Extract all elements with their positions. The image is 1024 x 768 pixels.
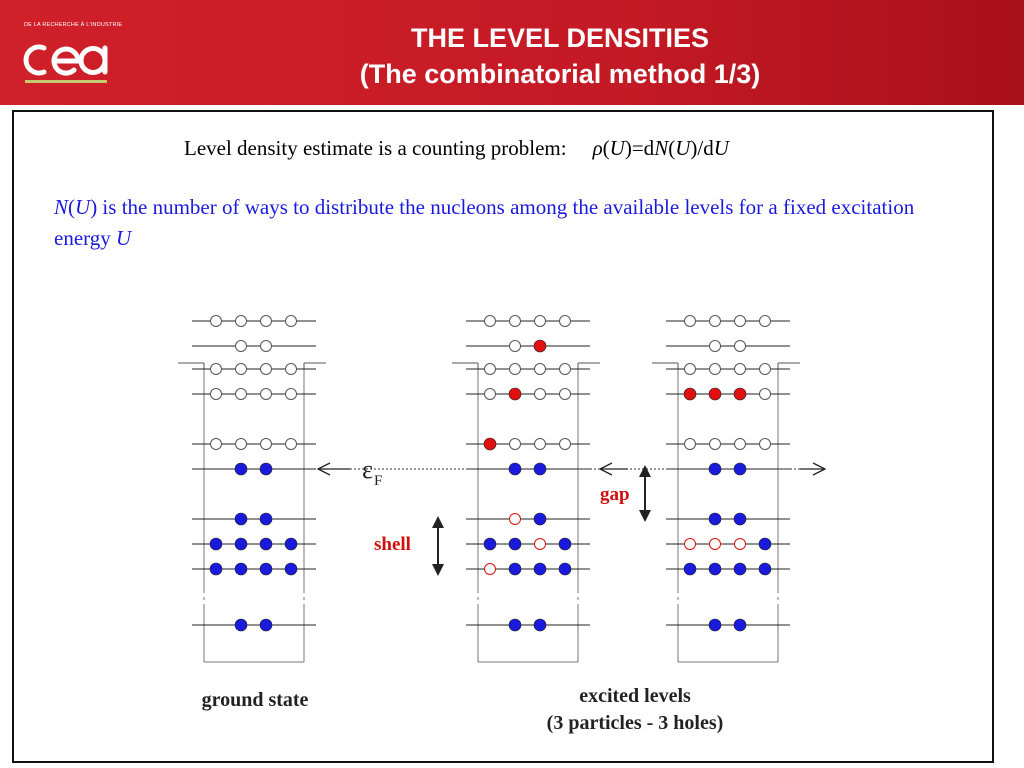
definition-text: ) is the number of ways to distribute the nucleons among the available levels for a fixed excitation energy (54, 195, 915, 250)
fermi-subscript: F (374, 473, 383, 489)
nucleon (534, 563, 546, 575)
empty-state (760, 364, 771, 375)
empty-state (735, 341, 746, 352)
nucleon (235, 619, 247, 631)
energy-symbol: U (713, 136, 729, 160)
caption-ground-state: ground state (201, 689, 309, 711)
energy-symbol: U (116, 226, 132, 250)
empty-state (236, 439, 247, 450)
empty-state (535, 316, 546, 327)
excited-particle (484, 438, 496, 450)
empty-state (211, 389, 222, 400)
empty-state (211, 364, 222, 375)
nucleon (285, 563, 297, 575)
empty-state (236, 389, 247, 400)
empty-state (510, 439, 521, 450)
nucleon (260, 463, 272, 475)
empty-state (560, 389, 571, 400)
empty-state (211, 439, 222, 450)
nucleon (235, 463, 247, 475)
shell-arrow-icon (432, 516, 444, 528)
paren: ( (602, 136, 610, 160)
nucleon (534, 513, 546, 525)
empty-state (535, 389, 546, 400)
nucleon (534, 619, 546, 631)
energy-symbol: U (675, 136, 691, 160)
n-symbol: N (54, 195, 69, 219)
nucleon (734, 619, 746, 631)
logo-tagline: DE LA RECHERCHE À L'INDUSTRIE (24, 22, 123, 28)
slide-subtitle: (The combinatorial method 1/3) (359, 59, 761, 89)
empty-state (535, 439, 546, 450)
caption-particle-hole: (3 particles - 3 holes) (546, 712, 724, 734)
hole (485, 564, 496, 575)
nucleon (260, 619, 272, 631)
nucleon (484, 538, 496, 550)
empty-state (685, 364, 696, 375)
empty-state (261, 439, 272, 450)
nucleon (709, 463, 721, 475)
shell-arrow-icon (432, 564, 444, 576)
empty-state (485, 389, 496, 400)
excited-particle (684, 388, 696, 400)
empty-state (735, 439, 746, 450)
empty-state (485, 364, 496, 375)
hole (685, 539, 696, 550)
definition-paragraph: N(U) is the number of ways to distribute the nucleons among the available levels for a fixed excitation energy U (54, 195, 915, 250)
empty-state (535, 364, 546, 375)
empty-state (236, 364, 247, 375)
energy-symbol: U (75, 195, 91, 219)
empty-state (211, 316, 222, 327)
empty-state (236, 341, 247, 352)
hole (735, 539, 746, 550)
nucleon (509, 619, 521, 631)
empty-state (735, 316, 746, 327)
nucleon (210, 563, 222, 575)
hole (510, 514, 521, 525)
empty-state (760, 389, 771, 400)
nucleon (559, 538, 571, 550)
nucleon (235, 538, 247, 550)
nucleon (260, 563, 272, 575)
nucleon (709, 563, 721, 575)
energy-symbol: U (609, 136, 625, 160)
empty-state (286, 316, 297, 327)
nucleon (534, 463, 546, 475)
empty-state (760, 316, 771, 327)
nucleon (210, 538, 222, 550)
hole (710, 539, 721, 550)
empty-state (510, 341, 521, 352)
nucleon (260, 538, 272, 550)
nucleon (260, 513, 272, 525)
empty-state (261, 316, 272, 327)
nucleon (734, 463, 746, 475)
nucleon (509, 538, 521, 550)
nucleon (684, 563, 696, 575)
nucleon (559, 563, 571, 575)
caption-excited-levels: excited levels (579, 685, 691, 707)
empty-state (510, 316, 521, 327)
empty-state (261, 389, 272, 400)
paren: ( (668, 136, 676, 160)
nucleon (285, 538, 297, 550)
empty-state (560, 439, 571, 450)
statement-text: Level density estimate is a counting problem: (184, 136, 567, 160)
empty-state (760, 439, 771, 450)
nucleon (734, 513, 746, 525)
empty-state (685, 439, 696, 450)
hole (535, 539, 546, 550)
nucleon (759, 538, 771, 550)
nucleon (709, 619, 721, 631)
equals-d: )=d (624, 136, 655, 160)
empty-state (286, 389, 297, 400)
nucleon (734, 563, 746, 575)
empty-state (685, 316, 696, 327)
empty-state (510, 364, 521, 375)
empty-state (261, 364, 272, 375)
nucleon (509, 563, 521, 575)
empty-state (710, 316, 721, 327)
empty-state (560, 364, 571, 375)
nucleon (759, 563, 771, 575)
empty-state (485, 316, 496, 327)
empty-state (710, 341, 721, 352)
shell-label: shell (374, 534, 411, 555)
nucleon (509, 463, 521, 475)
empty-state (735, 364, 746, 375)
gap-arrow-icon (639, 465, 651, 477)
nucleon (235, 563, 247, 575)
empty-state (560, 316, 571, 327)
fermi-energy-label: ε (362, 455, 373, 484)
empty-state (261, 341, 272, 352)
rho-symbol: ρ (592, 136, 603, 160)
excited-particle (509, 388, 521, 400)
empty-state (286, 364, 297, 375)
gap-arrow-icon (639, 510, 651, 522)
empty-state (710, 364, 721, 375)
nucleon (235, 513, 247, 525)
empty-state (236, 316, 247, 327)
excited-particle (709, 388, 721, 400)
excited-particle (734, 388, 746, 400)
empty-state (286, 439, 297, 450)
slash-d: )/d (690, 136, 714, 160)
nucleon (709, 513, 721, 525)
excited-particle (534, 340, 546, 352)
empty-state (710, 439, 721, 450)
n-symbol: N (654, 136, 669, 160)
gap-label: gap (600, 484, 630, 505)
slide-title: THE LEVEL DENSITIES (410, 23, 710, 53)
